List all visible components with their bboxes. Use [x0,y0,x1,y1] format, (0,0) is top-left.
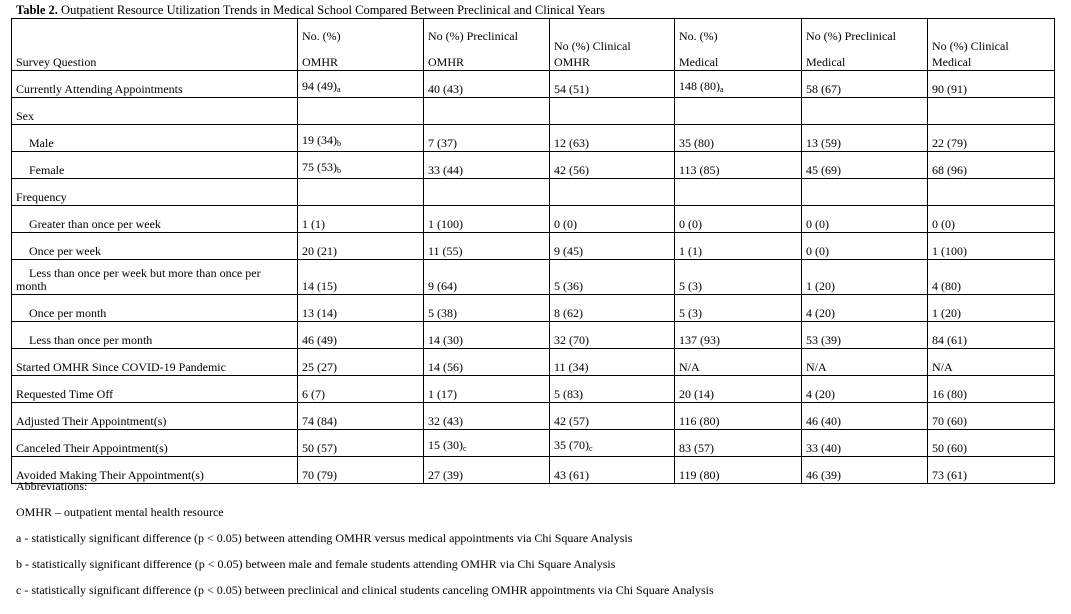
footnote-line: c - statistically significant difference (p < 0.05) between preclinical and clinical students canceling OMHR appointments via Chi Square Analysis [16,583,714,597]
table-cell: 5 (36) [550,260,675,295]
table-cell: 5 (3) [675,260,802,295]
table-cell: 14 (56) [424,349,550,376]
table-title: Outpatient Resource Utilization Trends in Medical School Compared Between Preclinical and Clinical Years [61,3,606,17]
table-cell: 1 (1) [298,206,424,233]
table-cell: 42 (57) [550,403,675,430]
table-cell [424,98,550,125]
row-label: Once per week [12,233,298,260]
table-cell: 14 (30) [424,322,550,349]
table-cell: 9 (45) [550,233,675,260]
table-cell: 90 (91) [928,71,1055,98]
header-cell: No (%) Clinical Medical [928,19,1055,71]
footnote-line: Abbreviations: [16,479,88,493]
table-cell: 40 (43) [424,71,550,98]
table-cell: 1 (20) [928,295,1055,322]
table-cell: 53 (39) [802,322,928,349]
table-row [12,179,1055,206]
table-cell: 4 (20) [802,295,928,322]
footnote-line: a - statistically significant difference (p < 0.05) between attending OMHR versus medical appointments via Chi Square Analysis [16,531,633,545]
table-cell: N/A [802,349,928,376]
table-cell: 1 (17) [424,376,550,403]
table-cell: 5 (38) [424,295,550,322]
table-cell: 50 (60) [928,430,1055,457]
table-cell: 11 (55) [424,233,550,260]
row-label: Once per month [12,295,298,322]
table-cell: 22 (79) [928,125,1055,152]
table-cell [675,179,802,206]
table-cell: 20 (14) [675,376,802,403]
table-cell: 68 (96) [928,152,1055,179]
table-cell: 46 (39) [802,457,928,484]
footnote-marker: c [463,444,467,453]
row-label: Adjusted Their Appointment(s) [12,403,298,430]
table-row [12,457,1055,484]
table-row [12,260,1055,295]
table-cell: 75 $(53)_b$ [298,152,424,179]
table-cell: 16 (80) [928,376,1055,403]
table-cell: 7 (37) [424,125,550,152]
table-row [12,98,1055,125]
table-cell: 32 (70) [550,322,675,349]
table-cell [550,98,675,125]
table-cell [802,179,928,206]
table-cell: 0 (0) [550,206,675,233]
footnote-marker: a [720,85,724,94]
table-cell: N/A [928,349,1055,376]
table-cell: 94 $(49)_a$ [298,71,424,98]
table-cell: 13 (14) [298,295,424,322]
table-cell: 13 (59) [802,125,928,152]
data-table [11,18,1055,484]
footnote-marker: a [337,85,341,94]
table-cell: 1 (100) [928,233,1055,260]
table-cell: 42 (56) [550,152,675,179]
footnote-marker: b [337,166,341,175]
table-cell: 11 (34) [550,349,675,376]
row-label: Frequency [12,179,298,206]
footnote-marker: c [589,444,593,453]
table-cell: 137 (93) [675,322,802,349]
table-row [12,206,1055,233]
table-cell: 43 (61) [550,457,675,484]
table-cell [298,179,424,206]
row-label: Canceled Their Appointment(s) [12,430,298,457]
table-cell: 0 (0) [802,206,928,233]
table-cell: 25 (27) [298,349,424,376]
table-caption [16,3,605,18]
table-row [12,430,1055,457]
table-cell: 14 (15) [298,260,424,295]
row-label: Less than once per week but more than once per month [12,260,298,295]
table-cell: 4 (20) [802,376,928,403]
table-cell: 50 (57) [298,430,424,457]
table-row [12,376,1055,403]
row-label: Currently Attending Appointments [12,71,298,98]
table-cell: 54 (51) [550,71,675,98]
table-row [12,403,1055,430]
table-cell: 33 (40) [802,430,928,457]
row-label: Avoided Making Their Appointment(s) [12,457,298,484]
row-label: Less than once per month [12,322,298,349]
table-row [12,152,1055,179]
table-cell: 74 (84) [298,403,424,430]
table-cell [424,179,550,206]
table-row [12,349,1055,376]
table-cell: 45 (69) [802,152,928,179]
header-cell: No (%) Clinical OMHR [550,19,675,71]
row-label: Female [12,152,298,179]
footnote-line: OMHR – outpatient mental health resource [16,505,224,519]
row-label: Sex [12,98,298,125]
row-label: Started OMHR Since COVID-19 Pandemic [12,349,298,376]
table-cell: 73 (61) [928,457,1055,484]
table-cell: 58 (67) [802,71,928,98]
table-cell: 5 (3) [675,295,802,322]
header-cell: No (%) Preclinical OMHR [424,19,550,71]
table-cell: 116 (80) [675,403,802,430]
table-cell: 0 (0) [928,206,1055,233]
table-cell: N/A [675,349,802,376]
table-cell: 5 (83) [550,376,675,403]
table-row [12,322,1055,349]
table-cell: 20 (21) [298,233,424,260]
row-label: Requested Time Off [12,376,298,403]
table-cell [928,98,1055,125]
table-cell: 0 (0) [675,206,802,233]
table-cell: 70 (79) [298,457,424,484]
table-cell [675,98,802,125]
table-cell: 113 (85) [675,152,802,179]
table-cell: 32 (43) [424,403,550,430]
header-cell: No (%) Preclinical Medical [802,19,928,71]
table-cell [802,98,928,125]
table-cell: 0 (0) [802,233,928,260]
table-cell: 1 (1) [675,233,802,260]
table-cell: 70 (60) [928,403,1055,430]
table-cell: 4 (80) [928,260,1055,295]
table-row [12,233,1055,260]
footnote-line: b - statistically significant difference (p < 0.05) between male and female students attending OMHR via Chi Square Analysis [16,557,616,571]
header-cell: No. (%) OMHR [298,19,424,71]
table-cell: 19 $(34)_b$ [298,125,424,152]
header-row [12,19,1055,71]
header-cell: No. (%) Medical [675,19,802,71]
table-cell: 84 (61) [928,322,1055,349]
row-label: Male [12,125,298,152]
table-cell [550,179,675,206]
table-cell: 35 (80) [675,125,802,152]
header-cell: Survey Question [12,19,298,71]
row-label: Greater than once per week [12,206,298,233]
table-cell: 46 (49) [298,322,424,349]
table-cell: 1 (20) [802,260,928,295]
table-cell [298,98,424,125]
table-cell: 8 (62) [550,295,675,322]
table-row [12,295,1055,322]
table-label: Table 2. [16,3,58,17]
table-cell: 46 (40) [802,403,928,430]
table-cell: 35 $(70)_c$ [550,430,675,457]
table-cell [928,179,1055,206]
table-cell: 9 (64) [424,260,550,295]
table-cell: 33 (44) [424,152,550,179]
table-cell: 12 (63) [550,125,675,152]
table-cell: 15 $(30)_c$ [424,430,550,457]
table-cell: 6 (7) [298,376,424,403]
table-row [12,125,1055,152]
table-cell: 83 (57) [675,430,802,457]
table-cell: 148 $(80)_a$ [675,71,802,98]
footnote-marker: b [337,139,341,148]
table-cell: 119 (80) [675,457,802,484]
table-cell: 1 (100) [424,206,550,233]
table-cell: 27 (39) [424,457,550,484]
table-row [12,71,1055,98]
